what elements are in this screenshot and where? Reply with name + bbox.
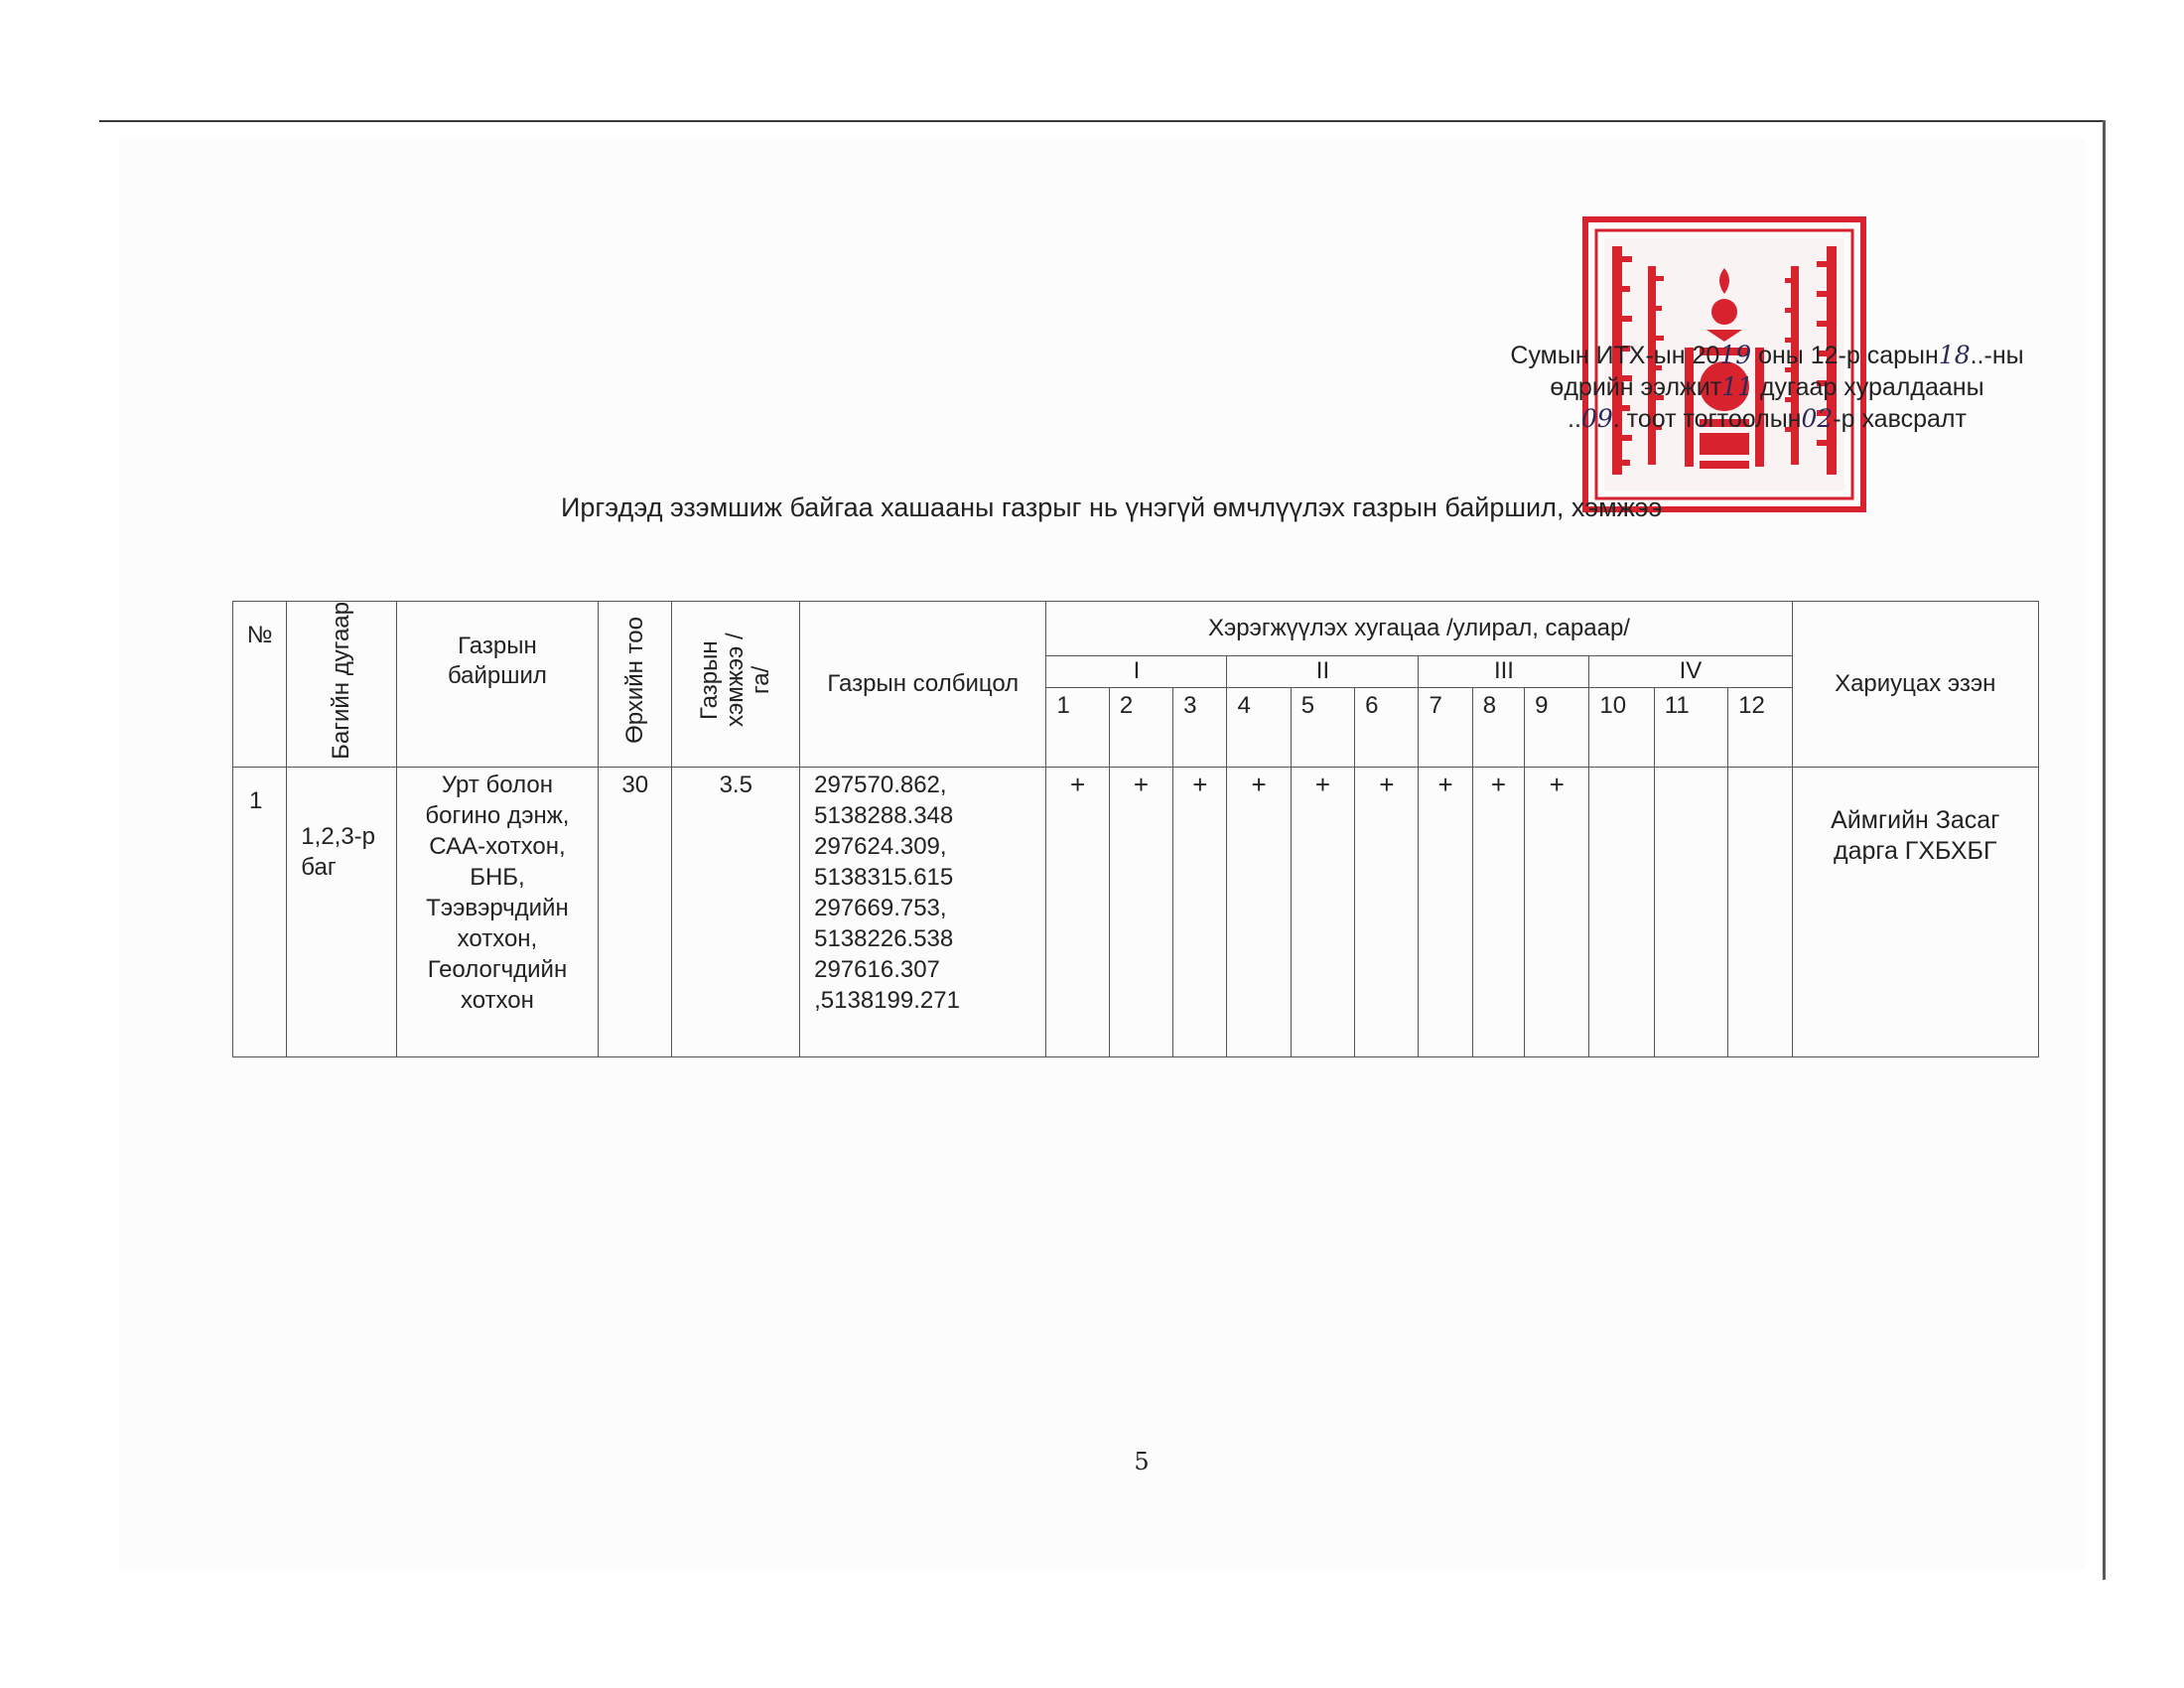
handwritten-year: 19: [1719, 341, 1752, 369]
location-line: Урт болон: [441, 771, 553, 798]
responsible-cell: [1792, 767, 2039, 1056]
location-line: БНБ,: [470, 863, 525, 891]
responsible-line: дарга ГХБХБГ: [1833, 836, 1997, 865]
scan-edge-right: [2103, 120, 2106, 1580]
quarter-header: I: [1046, 655, 1227, 688]
handwritten-session: 11: [1721, 372, 1754, 401]
bag-number-header-text: Багийн дугаар: [328, 602, 355, 760]
col-header-household-count: [599, 602, 672, 768]
annex-text: . тоот тогтоолын: [1612, 405, 1802, 433]
month-mark-cell: [1728, 767, 1792, 1056]
handwritten-day: 18: [1938, 341, 1971, 369]
location-line: хотхон: [461, 986, 534, 1014]
handwritten-annex-number: 02: [1801, 404, 1834, 433]
location-header-text: Газрын байршил: [447, 633, 547, 689]
coordinate-line: 5138288.348: [814, 801, 954, 829]
responsible-line: Аймгийн Засаг: [1831, 805, 2000, 834]
location-line: богино дэнж,: [425, 801, 570, 829]
bag-number-cell: 1,2,3-р баг: [287, 767, 397, 1056]
col-header-bag-number: [287, 602, 397, 768]
location-line: САА-хотхон,: [429, 832, 566, 860]
location-cell: [396, 767, 598, 1056]
month-header: 4: [1227, 688, 1291, 768]
annex-reference: [1469, 340, 2065, 435]
handwritten-resolution-number: 09: [1580, 404, 1613, 433]
annex-text: оны 12-р сарын: [1751, 342, 1939, 369]
month-header: 8: [1472, 688, 1524, 768]
area-cell: 3.5: [672, 767, 800, 1056]
location-line: Тээвэрчдийн: [426, 894, 569, 921]
month-mark-cell: +: [1173, 767, 1227, 1056]
quarter-header: IV: [1589, 655, 1792, 688]
coordinate-line: 5138315.615: [814, 863, 954, 891]
coordinate-line: 5138226.538: [814, 924, 954, 952]
row-number: 1: [233, 767, 287, 1056]
page-number: 5: [1134, 1448, 1150, 1476]
month-header: 2: [1109, 688, 1172, 768]
coordinate-line: 297616.307: [814, 955, 940, 983]
area-header-text: Газрын хэмжээ /га/: [696, 633, 775, 728]
annex-line-3: [1469, 403, 2065, 435]
coordinates-cell: [800, 767, 1046, 1056]
month-header: 9: [1525, 688, 1589, 768]
location-line: Геологчдийн: [427, 955, 568, 983]
coordinate-line: 297570.862,: [814, 771, 947, 798]
month-header: 3: [1173, 688, 1227, 768]
month-header: 5: [1291, 688, 1354, 768]
month-mark-cell: [1589, 767, 1654, 1056]
annex-text: өдрийн ээлжит: [1550, 373, 1722, 401]
month-mark-cell: +: [1419, 767, 1472, 1056]
document-title: Иргэдэд эзэмшиж байгаа хашааны газрыг нь үнэгүй өмчлүүлэх газрын байршил, хэмжээ: [561, 492, 1663, 522]
coordinate-line: ,5138199.271: [814, 986, 960, 1014]
month-mark-cell: +: [1227, 767, 1291, 1056]
quarter-header: II: [1227, 655, 1419, 688]
col-header-schedule: Хэрэгжүүлэх хугацаа /улирал, сараар/: [1046, 602, 1792, 656]
month-header: 10: [1589, 688, 1654, 768]
annex-text: дугаар хуралдааны: [1753, 373, 1984, 401]
month-header: 7: [1419, 688, 1472, 768]
col-header-area: [672, 602, 800, 768]
quarter-header: III: [1419, 655, 1589, 688]
col-header-no: №: [233, 602, 287, 768]
coordinate-line: 297624.309,: [814, 832, 947, 860]
table-row: [233, 767, 2039, 1056]
annex-text: Сумын ИТХ-ын 20: [1510, 342, 1720, 369]
annex-line-1: [1469, 340, 2065, 371]
annex-line-2: [1469, 371, 2065, 403]
month-mark-cell: +: [1525, 767, 1589, 1056]
scan-edge-top: [99, 120, 2105, 122]
household-count-cell: 30: [599, 767, 672, 1056]
location-line: хотхон,: [457, 924, 538, 952]
col-header-location: [396, 602, 598, 768]
month-mark-cell: +: [1046, 767, 1109, 1056]
month-header: 1: [1046, 688, 1109, 768]
month-mark-cell: +: [1355, 767, 1419, 1056]
annex-text: ..-ны: [1970, 342, 2024, 369]
household-count-header-text: Өрхийн тоо: [620, 617, 648, 745]
month-header: 11: [1654, 688, 1727, 768]
coordinate-line: 297669.753,: [814, 894, 947, 921]
month-mark-cell: [1654, 767, 1727, 1056]
month-mark-cell: +: [1472, 767, 1524, 1056]
month-header: 12: [1728, 688, 1792, 768]
col-header-responsible: Хариуцах эзэн: [1792, 602, 2039, 768]
annex-text: ..: [1568, 405, 1581, 433]
month-mark-cell: +: [1291, 767, 1354, 1056]
col-header-coordinates: Газрын солбицол: [800, 602, 1046, 768]
month-mark-cell: +: [1109, 767, 1172, 1056]
header-row-1: [233, 602, 2039, 656]
month-header: 6: [1355, 688, 1419, 768]
land-allocation-table: [232, 601, 2039, 1057]
annex-text: -р хавсралт: [1833, 405, 1967, 433]
